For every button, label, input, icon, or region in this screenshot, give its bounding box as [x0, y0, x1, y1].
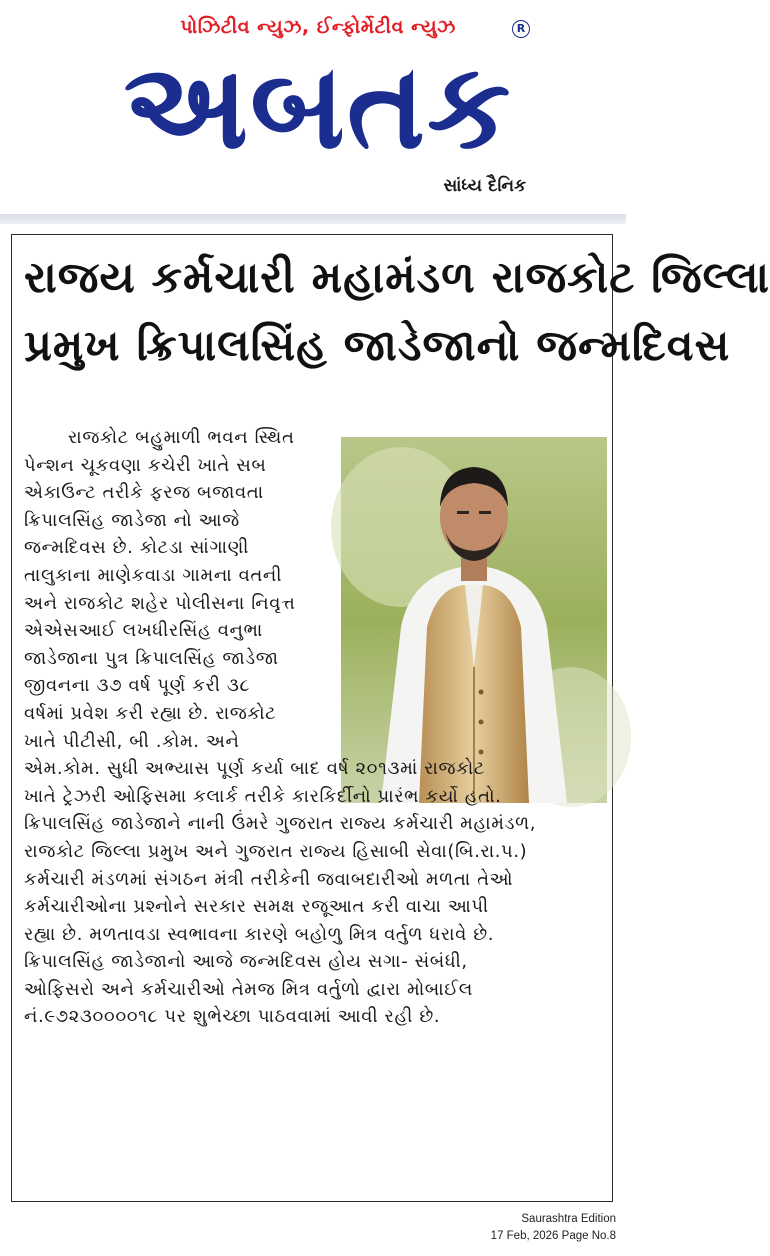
body-line: પેન્શન ચૂકવણા કચેરી ખાતે સબ: [24, 454, 267, 476]
body-line: એકાઉન્ટ તરીકે ફરજ બજાવતા: [24, 482, 264, 504]
body-line: જીવનના ૩૭ વર્ષ પૂર્ણ કરી ૩૮: [24, 675, 251, 697]
newspaper-logo: અબતક: [123, 37, 513, 175]
masthead-subtitle: સાંધ્ય દૈનિક: [443, 176, 526, 196]
masthead-divider: [0, 214, 626, 224]
body-line: જન્મદિવસ છે. કોટડા સાંગાણી: [24, 537, 250, 559]
body-line: કર્મચારી મંડળમાં સંગઠન મંત્રી તરીકેની જવાબદારીઓ મળતા તેઓ: [24, 868, 514, 890]
headline-line-2: પ્રમુખ ક્રિપાલસિંહ જાડેજાનો જન્મદિવસ: [24, 321, 731, 371]
body-line: રાજકોટ જિલ્લા પ્રમુખ અને ગુજરાત રાજ્ય હિસાબી સેવા(બિ.રા.પ.): [24, 840, 528, 862]
article-body: [24, 424, 606, 1031]
body-line: અને રાજકોટ શહેર પોલીસના નિવૃત્ત: [24, 592, 296, 614]
edition-footer: [491, 1211, 616, 1245]
headline-line-1: રાજય કર્મચારી મહામંડળ રાજકોટ જિલ્લા: [24, 253, 770, 303]
body-line: ઓફિસરો અને કર્મચારીઓ તેમજ મિત્ર વર્તુળો દ્વારા મોબાઈલ: [24, 978, 473, 1000]
body-line: નં.૯૭૨૩૦૦૦૦૧૮ પર શુભેચ્છા પાઠવવામાં આવી રહી છે.: [24, 1006, 441, 1028]
body-line: તાલુકાના માણેકવાડા ગામના વતની: [24, 564, 283, 586]
body-line: ખાતે ટ્રેઝરી ઓફિસમા કલાર્ક તરીકે કારકિર્દીનો પ્રારંભ કર્યો હતો.: [24, 785, 502, 807]
body-line: ક્રિપાલસિંહ જાડેજાનો આજે જન્મદિવસ હોય સગા- સંબંધી,: [24, 951, 468, 973]
article-headline: [24, 244, 770, 380]
registered-mark-icon: R: [512, 20, 530, 38]
body-line: રાજકોટ બહુમાળી ભવન સ્થિત: [68, 427, 295, 448]
body-line: એએસઆઈ લખધીરસિંહ વનુભા: [24, 620, 263, 642]
body-line: ક્રિપાલસિંહ જાડેજા નો આજે: [24, 509, 240, 531]
body-line: એમ.કોમ. સુધી અભ્યાસ પૂર્ણ કર્યા બાદ વર્ષ ૨૦૧૩માં રાજકોટ: [24, 758, 485, 780]
body-line: રહ્યા છે. મળતાવડા સ્વભાવના કારણે બહોળુ મિત્ર વર્તુળ ધરાવે છે.: [24, 923, 495, 945]
edition-name: Saurashtra Edition: [521, 1213, 616, 1225]
body-line: ક્રિપાલસિંહ જાડેજાને નાની ઉંમરે ગુજરાત રાજ્ય કર્મચારી મહામંડળ,: [24, 813, 537, 835]
body-line: જાડેજાના પુત્ર ક્રિપાલસિંહ જાડેજા: [24, 647, 279, 669]
body-line: ખાતે પીટીસી, બી .કોમ. અને: [24, 730, 240, 752]
body-line: વર્ષમાં પ્રવેશ કરી રહ્યા છે. રાજકોટ: [24, 702, 277, 724]
masthead: [0, 0, 626, 212]
body-line: કર્મચારીઓના પ્રશ્નોને સરકાર સમક્ષ રજૂઆત કરી વાચા આપી: [24, 896, 489, 918]
masthead-tagline: પોઝિટીવ ન્યુઝ, ઈન્ફોર્મેટીવ ન્યુઝ: [180, 16, 456, 38]
edition-date-page: 17 Feb, 2026 Page No.8: [490, 1230, 616, 1242]
